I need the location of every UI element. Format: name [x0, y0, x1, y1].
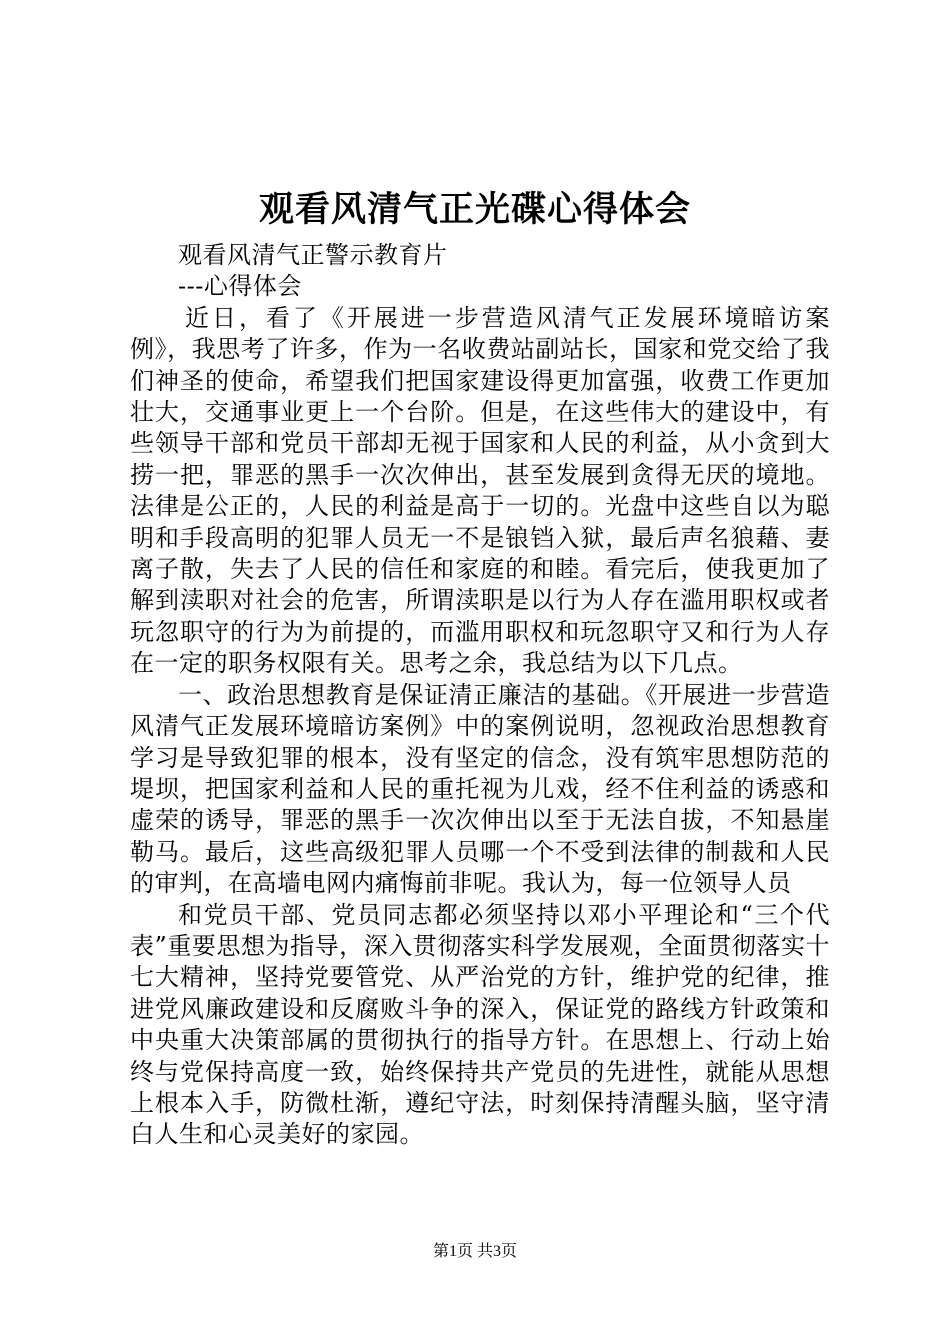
page-footer: 第1页 共3页	[432, 1243, 517, 1260]
paragraph-point-one: 一、政治思想教育是保证清正廉洁的基础。《开展进一步营造风清气正发展环境暗访案例》中的案例说明，忽视政治思想教育学习是导致犯罪的根本，没有坚定的信念，没有筑牢思想防范的堤坝，把国家利益和人民的重托视为儿戏，经不住利益的诱惑和虚荣的诱导，罪恶的黑手一次次伸出以至于无法自拔，不知悬崖勒马。最后，这些高级犯罪人员哪一个不受到法律的制裁和人民的审判，在高墙电网内痛悔前非呢。我认为，每一位领导人员	[130, 680, 830, 898]
paragraph-intro: 近日，看了《开展进一步营造风清气正发展环境暗访案例》，我思考了许多，作为一名收费站副站长，国家和党交给了我们神圣的使命，希望我们把国家建设得更加富强，收费工作更加壮大，交通事业更上一个台阶。但是，在这些伟大的建设中，有些领导干部和党员干部却无视于国家和人民的利益，从小贪到大捞一把，罪恶的黑手一次次伸出，甚至发展到贪得无厌的境地。法律是公正的，人民的利益是高于一切的。光盘中这些自以为聪明和手段高明的犯罪人员无一不是锒铛入狱，最后声名狼藉、妻离子散，失去了人民的信任和家庭的和睦。看完后，使我更加了解到渎职对社会的危害，所谓渎职是以行为人存在滥用职权或者玩忽职守的行为为前提的，而滥用职权和玩忽职守又和行为人存在一定的职务权限有关。思考之余，我总结为以下几点。	[130, 303, 830, 678]
document-title: 观看风清气正光碟心得体会	[258, 189, 691, 230]
paragraph-continuation: 和党员干部、党员同志都必须坚持以邓小平理论和“三个代表”重要思想为指导，深入贯彻落实科学发展观，全面贯彻落实十七大精神，坚持党要管党、从严治党的方针，维护党的纪律，推进党风廉政建设和反腐败斗争的深入，保证党的路线方针政策和中央重大决策部属的贯彻执行的指导方针。在思想上、行动上始终与党保持高度一致，始终保持共产党员的先进性，就能从思想上根本入手，防微杜渐，遵纪守法，时刻保持清醒头脑，坚守清白人生和心灵美好的家园。	[130, 900, 830, 1149]
subtitle-line-2: ---心得体会	[178, 272, 302, 301]
document-body	[130, 240, 830, 1151]
subtitle-line-1: 观看风清气正警示教育片	[178, 241, 448, 269]
